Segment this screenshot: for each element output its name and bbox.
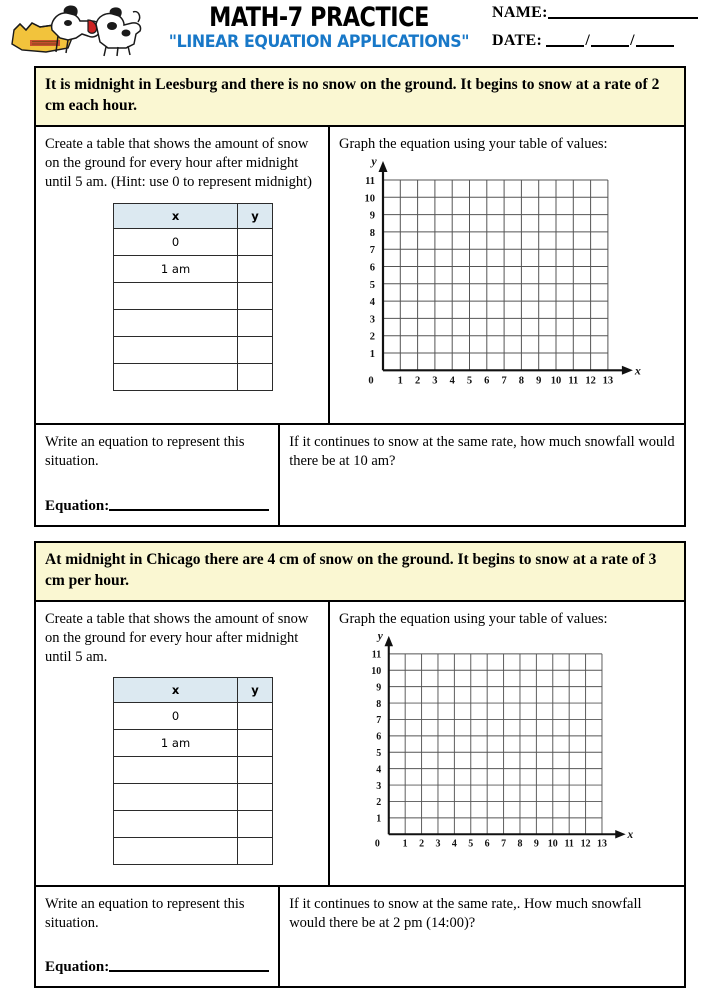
svg-text:10: 10 bbox=[550, 375, 562, 387]
column-header-y: y bbox=[238, 678, 273, 703]
svg-text:7: 7 bbox=[501, 838, 507, 850]
date-field-row bbox=[492, 32, 720, 50]
problem-2-table-cell bbox=[36, 602, 330, 885]
cell-y-0[interactable] bbox=[238, 703, 273, 730]
cell-x-1[interactable]: 1 am bbox=[114, 730, 238, 757]
date-month-blank[interactable] bbox=[546, 45, 584, 47]
svg-text:8: 8 bbox=[376, 698, 382, 710]
problem-2-equation-cell bbox=[36, 887, 280, 987]
problem-1-equation-cell bbox=[36, 425, 280, 525]
svg-text:7: 7 bbox=[376, 715, 382, 727]
svg-text:5: 5 bbox=[376, 747, 382, 759]
svg-text:11: 11 bbox=[371, 649, 382, 661]
page-header bbox=[0, 0, 720, 66]
svg-text:4: 4 bbox=[451, 838, 457, 850]
problem-2-question: If it continues to snow at the same rate,. How much snowfall would there be at 2 pm (14:00)? bbox=[289, 895, 642, 932]
name-label: NAME: bbox=[492, 4, 548, 21]
cell-y-3[interactable] bbox=[238, 784, 273, 811]
problem-1-answer-row bbox=[36, 425, 684, 525]
svg-text:2: 2 bbox=[369, 331, 375, 343]
equation-label: Equation: bbox=[45, 959, 110, 976]
svg-text:2: 2 bbox=[414, 375, 421, 387]
svg-text:10: 10 bbox=[547, 838, 558, 850]
svg-text:11: 11 bbox=[564, 838, 574, 850]
cell-x-3[interactable] bbox=[114, 309, 238, 336]
svg-text:y: y bbox=[377, 632, 383, 643]
table-header-row bbox=[114, 203, 273, 228]
svg-text:1: 1 bbox=[369, 349, 375, 361]
svg-text:2: 2 bbox=[376, 797, 382, 809]
equation-answer-blank[interactable] bbox=[109, 970, 269, 972]
problem-2-work-row bbox=[36, 602, 684, 887]
problem-1-question-cell bbox=[280, 425, 684, 525]
cell-x-4[interactable] bbox=[114, 811, 238, 838]
svg-text:5: 5 bbox=[369, 279, 375, 291]
column-header-y: y bbox=[238, 203, 273, 228]
problem-2-coordinate-grid[interactable] bbox=[339, 633, 675, 875]
svg-text:y: y bbox=[371, 158, 377, 169]
date-separator-2: / bbox=[630, 32, 635, 49]
svg-text:4: 4 bbox=[449, 375, 455, 387]
svg-text:x: x bbox=[634, 363, 641, 378]
cell-y-1[interactable] bbox=[238, 730, 273, 757]
svg-text:x: x bbox=[627, 828, 634, 841]
table-row bbox=[114, 228, 273, 255]
svg-text:5: 5 bbox=[468, 838, 474, 850]
problem-1-question: If it continues to snow at the same rate, how much snowfall would there be at 10 am? bbox=[289, 434, 675, 470]
svg-text:11: 11 bbox=[568, 375, 579, 387]
problem-2-graph-prompt: Graph the equation using your table of values: bbox=[339, 610, 608, 627]
worksheet-body bbox=[34, 66, 686, 988]
svg-text:4: 4 bbox=[369, 297, 375, 309]
cell-x-2[interactable] bbox=[114, 282, 238, 309]
problem-1-scenario: It is midnight in Leesburg and there is no snow on the ground. It begins to snow at a rate of 2 cm each hour. bbox=[36, 68, 684, 127]
table-row bbox=[114, 838, 273, 865]
problem-1-work-row bbox=[36, 127, 684, 425]
problem-1-equation-answer bbox=[45, 498, 269, 515]
date-separator-1: / bbox=[585, 32, 591, 49]
table-row bbox=[114, 255, 273, 282]
svg-text:0: 0 bbox=[374, 838, 380, 850]
page-title: MATH-7 PRACTICE bbox=[209, 2, 429, 33]
cell-x-5[interactable] bbox=[114, 363, 238, 390]
name-date-block bbox=[492, 0, 720, 60]
cell-y-2[interactable] bbox=[238, 757, 273, 784]
cell-y-3[interactable] bbox=[238, 309, 273, 336]
svg-text:4: 4 bbox=[376, 764, 382, 776]
problem-2-answer-row bbox=[36, 887, 684, 987]
svg-text:1: 1 bbox=[376, 813, 382, 825]
equation-label: Equation: bbox=[45, 497, 110, 514]
problem-1-graph-prompt: Graph the equation using your table of values: bbox=[339, 135, 608, 152]
cell-y-1[interactable] bbox=[238, 255, 273, 282]
cell-x-1[interactable]: 1 am bbox=[114, 255, 238, 282]
svg-text:9: 9 bbox=[536, 375, 542, 387]
column-header-x: x bbox=[114, 203, 238, 228]
problem-1-table-prompt: Create a table that shows the amount of snow on the ground for every hour after midnight until 5 am. (Hint: use 0 to represent midnight) bbox=[45, 135, 312, 191]
svg-text:3: 3 bbox=[432, 375, 438, 387]
date-year-blank[interactable] bbox=[636, 45, 674, 47]
svg-text:9: 9 bbox=[376, 682, 382, 694]
table-header-row bbox=[114, 678, 273, 703]
svg-text:8: 8 bbox=[369, 228, 375, 240]
cell-x-5[interactable] bbox=[114, 838, 238, 865]
table-row bbox=[114, 703, 273, 730]
svg-text:10: 10 bbox=[364, 193, 375, 205]
svg-text:9: 9 bbox=[533, 838, 539, 850]
cell-x-4[interactable] bbox=[114, 336, 238, 363]
table-row bbox=[114, 309, 273, 336]
svg-text:5: 5 bbox=[466, 375, 473, 387]
svg-text:3: 3 bbox=[376, 780, 382, 792]
problem-1-graph-cell bbox=[330, 127, 684, 423]
name-input-blank[interactable] bbox=[548, 17, 698, 19]
svg-text:8: 8 bbox=[517, 838, 523, 850]
cell-y-5[interactable] bbox=[238, 363, 273, 390]
cell-y-5[interactable] bbox=[238, 838, 273, 865]
svg-text:13: 13 bbox=[602, 375, 614, 387]
svg-text:2: 2 bbox=[419, 838, 425, 850]
cell-x-2[interactable] bbox=[114, 757, 238, 784]
svg-text:6: 6 bbox=[484, 375, 490, 387]
grid-svg bbox=[339, 158, 649, 408]
cell-y-0[interactable] bbox=[238, 228, 273, 255]
svg-text:6: 6 bbox=[376, 731, 382, 743]
grid-svg bbox=[339, 633, 649, 870]
date-day-blank[interactable] bbox=[591, 45, 629, 47]
table-row bbox=[114, 282, 273, 309]
problem-1-value-table[interactable] bbox=[113, 203, 273, 391]
cell-x-3[interactable] bbox=[114, 784, 238, 811]
cell-x-0[interactable]: 0 bbox=[114, 703, 238, 730]
problem-1-coordinate-grid[interactable] bbox=[339, 158, 675, 413]
cell-x-0[interactable]: 0 bbox=[114, 228, 238, 255]
problem-2-table-prompt: Create a table that shows the amount of snow on the ground for every hour after midnight until 5 am. bbox=[45, 610, 309, 666]
cell-y-4[interactable] bbox=[238, 336, 273, 363]
page-subtitle: "LINEAR EQUATION APPLICATIONS" bbox=[168, 32, 470, 53]
equation-answer-blank[interactable] bbox=[109, 509, 269, 511]
worksheet-title-block bbox=[146, 0, 492, 52]
table-row bbox=[114, 363, 273, 390]
problem-2-scenario: At midnight in Chicago there are 4 cm of snow on the ground. It begins to snow at a rate of 3 cm per hour. bbox=[36, 543, 684, 602]
svg-text:11: 11 bbox=[365, 176, 375, 188]
table-row bbox=[114, 730, 273, 757]
problem-1 bbox=[34, 66, 686, 527]
date-label: DATE: bbox=[492, 32, 543, 49]
svg-text:9: 9 bbox=[369, 210, 375, 222]
table-row bbox=[114, 811, 273, 838]
svg-text:1: 1 bbox=[397, 375, 403, 387]
cell-y-2[interactable] bbox=[238, 282, 273, 309]
column-header-x: x bbox=[114, 678, 238, 703]
problem-2-equation-prompt: Write an equation to represent this situation. bbox=[45, 895, 245, 932]
problem-2-equation-answer bbox=[45, 959, 269, 976]
svg-text:7: 7 bbox=[369, 245, 375, 257]
svg-text:3: 3 bbox=[369, 314, 375, 326]
svg-text:3: 3 bbox=[435, 838, 441, 850]
svg-text:12: 12 bbox=[585, 375, 596, 387]
svg-text:10: 10 bbox=[371, 665, 382, 677]
svg-text:12: 12 bbox=[580, 838, 591, 850]
name-field-row bbox=[492, 4, 720, 22]
problem-2-graph-cell bbox=[330, 602, 684, 885]
svg-text:6: 6 bbox=[484, 838, 490, 850]
table-row bbox=[114, 757, 273, 784]
problem-1-equation-prompt: Write an equation to represent this situation. bbox=[45, 434, 245, 470]
svg-text:0: 0 bbox=[368, 375, 374, 387]
problem-2-value-table[interactable] bbox=[113, 677, 273, 865]
problem-1-table-cell bbox=[36, 127, 330, 423]
svg-text:6: 6 bbox=[369, 262, 375, 274]
cell-y-4[interactable] bbox=[238, 811, 273, 838]
table-row bbox=[114, 784, 273, 811]
svg-text:8: 8 bbox=[518, 375, 525, 387]
problem-2-question-cell bbox=[280, 887, 684, 987]
dog-homework-clipart bbox=[6, 0, 146, 60]
svg-text:13: 13 bbox=[597, 838, 607, 850]
table-row bbox=[114, 336, 273, 363]
svg-text:7: 7 bbox=[501, 375, 507, 387]
svg-text:1: 1 bbox=[402, 838, 408, 850]
problem-2 bbox=[34, 541, 686, 988]
